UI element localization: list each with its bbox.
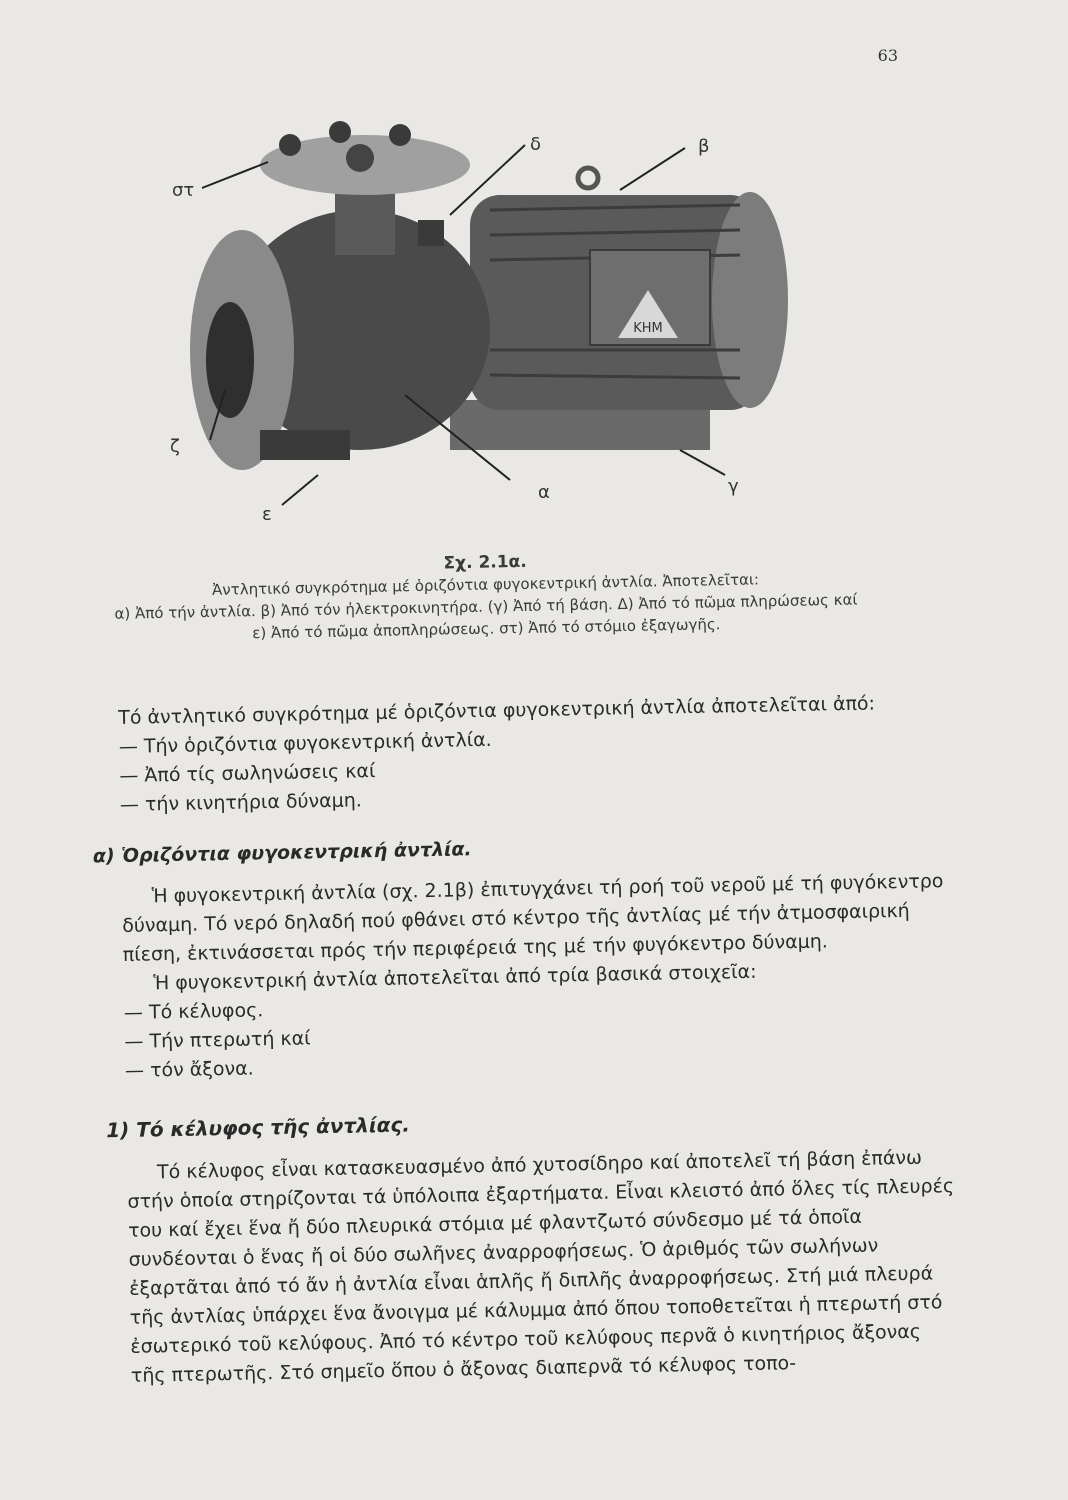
component-item: — τόν ἄξονα. <box>125 1041 955 1086</box>
label-beta: β <box>698 136 710 157</box>
label-gamma: γ <box>728 476 739 497</box>
figure-caption <box>50 543 922 648</box>
motor-end-cap <box>712 192 788 408</box>
label-delta: δ <box>530 134 542 155</box>
component-item: — Τό κέλυφος. <box>124 983 954 1028</box>
intro-item: — τήν κινητήρια δύναμη. <box>120 775 950 820</box>
pump-illustration <box>150 100 910 570</box>
logo-text: KHM <box>633 321 663 336</box>
section-1-heading: 1) Τό κέλυφος τῆς ἀντλίας. <box>105 1112 411 1143</box>
suction-opening <box>206 302 254 418</box>
label-epsilon: ε <box>262 504 272 525</box>
intro-item: — Ἀπό τίς σωληνώσεις καί <box>119 746 949 791</box>
pump-foot <box>260 430 350 460</box>
caption-line-3: ε) Ἀπό τό πῶμα ἀποπληρώσεως. στ) Ἀπό τό στόμιο ἐξαγωγῆς. <box>252 615 721 643</box>
component-item: — Τήν πτερωτή καί <box>124 1012 954 1057</box>
pump-figure <box>150 100 910 570</box>
caption-title: Σχ. 2.1α. <box>443 551 527 574</box>
section-a-heading: α) Ὁριζόντια φυγοκεντρική ἀντλία. <box>92 838 472 868</box>
fill-plug <box>418 220 444 246</box>
caption-line-2: α) Ἀπό τήν ἀντλία. β) Ἀπό τόν ἠλεκτροκινητήρα. (γ) Ἀπό τή βάση. Δ) Ἀπό τό πῶμα πληρώσεως καί <box>114 590 858 623</box>
label-st: στ <box>172 180 195 201</box>
page-number: 63 <box>877 46 898 65</box>
label-zeta: ζ <box>170 436 180 457</box>
intro-paragraph: Τό ἀντλητικό συγκρότημα μέ ὁριζόντια φυγοκεντρική ἀντλία ἀποτελεῖται ἀπό: <box>118 692 876 729</box>
section-1-paragraph: Τό κέλυφος εἶναι κατασκευασμένο ἀπό χυτοσίδηρο καί ἀποτελεῖ τή βάση ἐπάνω στήν ὁποία στηρίζονται τά ὑπόλοιπα ἐξαρτήματα. Εἶναι κλειστό ἀπό ὅλες τίς πλευρές του καί ἔχει ἕνα ἤ δύο πλευρικά στόμια μέ φλαντζωτό σύνδεσμο μέ τά ὁποῖα συνδέονται ὁ ἕνας ἤ οἱ δύο σωλῆνες ἀναρροφήσεως. Ὁ ἀριθμός τῶν σωλήνων ἐξαρτᾶται ἀπό τό ἄν ἡ ἀντλία εἶναι ἁπλῆς ἤ διπλῆς ἀναρροφήσεως. Στή μιά πλευρά τῆς ἀντλίας ὑπάρχει ἕνα ἄνοιγμα μέ κάλυμμα ἀπό ὅπου τοποθετεῖται ἡ πτερωτή στό ἐσωτερικό τοῦ κελύφους. Ἀπό τό κέντρο τοῦ κελύφους περνᾶ ὁ κινητήριος ἄξονας τῆς πτερωτῆς. Στό σημεῖο ὅπου ὁ ἄξονας διαπερνᾶ τό κέλυφος τοπο- <box>127 1146 955 1387</box>
section-a-paragraph-2: Ἡ φυγοκεντρική ἀντλία ἀποτελεῖται ἀπό τρία βασικά στοιχεῖα: <box>153 960 757 995</box>
body-text <box>92 688 961 1391</box>
section-a-paragraph-1: Ἡ φυγοκεντρική ἀντλία (σχ. 2.1β) ἐπιτυγχάνει τή ροή τοῦ νεροῦ μέ τή φυγόκεντρο δύναμη. Τό νερό δηλαδή πού φθάνει στό κέντρο τῆς ἀντλίας μέ τήν ἀτμοσφαιρική πίεση, ἐκτινάσσεται πρός τήν περιφέρειά της μέ τήν φυγόκεντρο δύναμη. <box>122 870 944 966</box>
intro-item: — Τήν ὁριζόντια φυγοκεντρική ἀντλία. <box>119 717 949 762</box>
label-alpha: α <box>538 482 550 503</box>
lifting-eye <box>578 168 598 188</box>
caption-line-1: Ἀντλητικό συγκρότημα μέ ὁριζόντια φυγοκεντρική ἀντλία. Ἀποτελεῖται: <box>211 570 760 599</box>
